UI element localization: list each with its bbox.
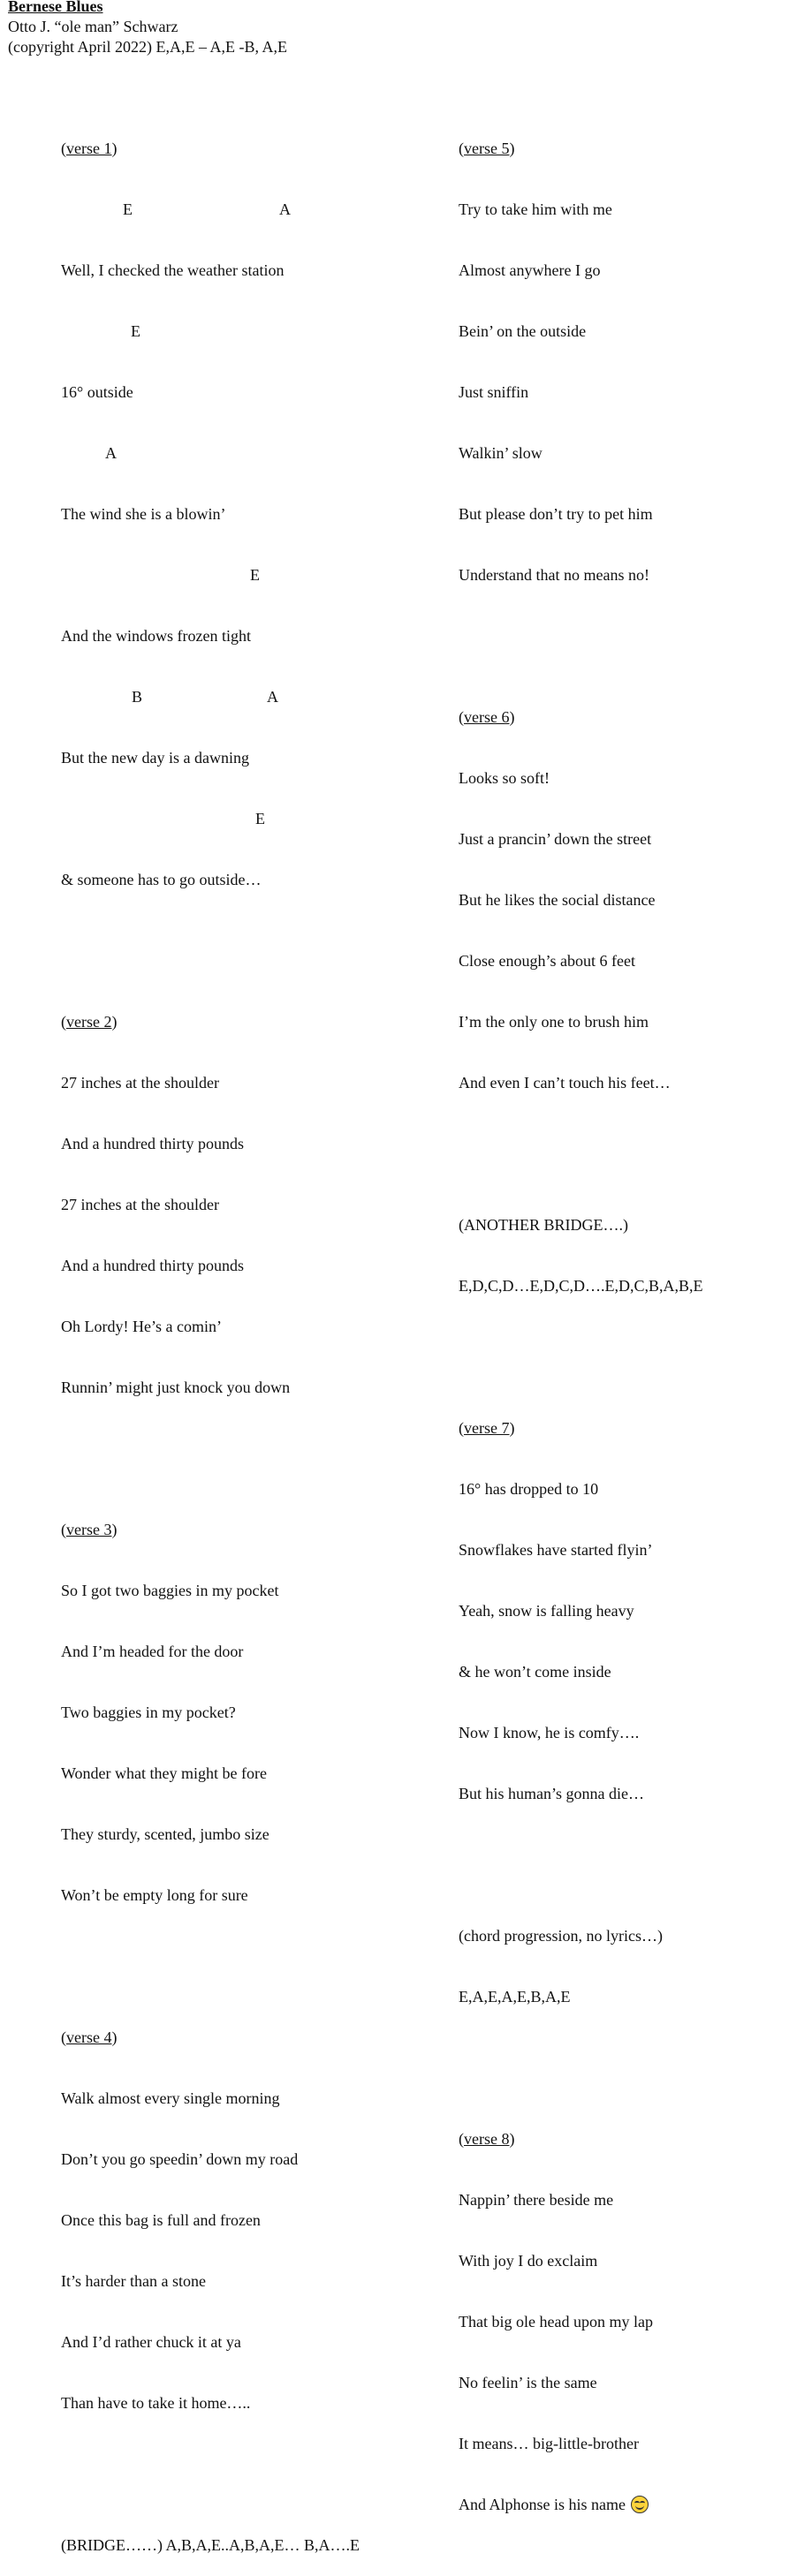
lyric-line: Runnin’ might just knock you down: [61, 1379, 291, 1396]
chord: E: [250, 566, 260, 584]
lyric-line: 27 inches at the shoulder: [61, 1196, 219, 1213]
lyric-line: Yeah, snow is falling heavy: [459, 1602, 634, 1620]
progression-label: (chord progression, no lyrics…): [459, 1927, 663, 1945]
right-column: [459, 98, 703, 2535]
lyric-line: Snowflakes have started flyin’: [459, 1541, 653, 1559]
lyric-line: Walkin’ slow: [459, 444, 543, 462]
chord: A: [105, 444, 117, 462]
lyric-line: & he won’t come inside: [459, 1663, 611, 1681]
lyric-line: But he likes the social distance: [459, 891, 656, 909]
chord: B: [132, 688, 143, 706]
chord-line: [61, 687, 360, 707]
lyric-line: It means… big-little-brother: [459, 2435, 639, 2452]
lyric-line: But the new day is a dawning: [61, 749, 249, 767]
left-column: [61, 98, 360, 2576]
lyric-line: Well, I checked the weather station: [61, 261, 285, 279]
lyric-line: No feelin’ is the same: [459, 2374, 597, 2391]
chord-line: [61, 565, 360, 585]
lyric-line: Two baggies in my pocket?: [61, 1703, 236, 1721]
lyric-line: Now I know, he is comfy….: [459, 1724, 640, 1741]
lyric-line: Oh Lordy! He’s a comin’: [61, 1318, 222, 1335]
chord: A: [279, 200, 291, 218]
lyric-line: And I’d rather chuck it at ya: [61, 2333, 241, 2351]
lyric-line: Close enough’s about 6 feet: [459, 952, 635, 970]
bridge-line: (BRIDGE……) A,B,A,E..A,B,A,E… B,A….E: [61, 2536, 360, 2554]
verse-5-label: (verse 5): [459, 140, 515, 157]
lyric-line: And the windows frozen tight: [61, 627, 251, 645]
another-bridge-label: (ANOTHER BRIDGE….): [459, 1216, 628, 1234]
lyric-line: But his human’s gonna die…: [459, 1785, 644, 1802]
verse-3-label: (verse 3): [61, 1521, 118, 1538]
verse-4-label: (verse 4): [61, 2028, 118, 2046]
progression-chords: E,A,E,A,E,B,A,E: [459, 1988, 571, 2006]
song-title: Bernese Blues: [8, 0, 103, 15]
lyric-line: The wind she is a blowin’: [61, 505, 226, 523]
lyric-line-last: And Alphonse is his name: [459, 2495, 703, 2515]
lyric-line: Nappin’ there beside me: [459, 2191, 614, 2209]
chord: E: [131, 322, 140, 340]
chord-line: [61, 809, 360, 829]
song-header: [8, 0, 287, 57]
chord: E: [255, 810, 265, 827]
verse-2-label: (verse 2): [61, 1013, 118, 1031]
lyric-line: And a hundred thirty pounds: [61, 1257, 244, 1274]
lyric-line: They sturdy, scented, jumbo size: [61, 1825, 269, 1843]
verse-8-label: (verse 8): [459, 2130, 515, 2148]
lyric-line: Once this bag is full and frozen: [61, 2211, 261, 2229]
chord-line: [61, 443, 360, 464]
lyric-line: Just sniffin: [459, 383, 529, 401]
smiling-face-icon: [631, 2496, 649, 2513]
lyric-line: And even I can’t touch his feet…: [459, 1074, 671, 1092]
lyric-line: & someone has to go outside…: [61, 871, 262, 888]
lyric-line: Understand that no means no!: [459, 566, 649, 584]
chord-line: [61, 200, 360, 220]
lyric-line: And a hundred thirty pounds: [61, 1135, 244, 1152]
verse-7-label: (verse 7): [459, 1419, 515, 1437]
lyric-line: 16° outside: [61, 383, 133, 401]
lyric-line: Don’t you go speedin’ down my road: [61, 2150, 299, 2168]
lyric-line: Just a prancin’ down the street: [459, 830, 652, 848]
lyric-line: With joy I do exclaim: [459, 2252, 598, 2270]
lyric-line: Almost anywhere I go: [459, 261, 601, 279]
verse-1-label: (verse 1): [61, 140, 118, 157]
lyric-line: 16° has dropped to 10: [459, 1480, 599, 1498]
lyric-line: Won’t be empty long for sure: [61, 1886, 248, 1904]
lyric-line: Walk almost every single morning: [61, 2089, 280, 2107]
lyric-line: Looks so soft!: [459, 769, 550, 787]
chord: E: [123, 200, 133, 218]
another-bridge-chords: E,D,C,D…E,D,C,D….E,D,C,B,A,B,E: [459, 1277, 703, 1295]
verse-6-label: (verse 6): [459, 708, 515, 726]
lyric-line: It’s harder than a stone: [61, 2272, 206, 2290]
lyric-line: Wonder what they might be fore: [61, 1764, 267, 1782]
lyric-line: And I’m headed for the door: [61, 1643, 244, 1660]
lyric-line: So I got two baggies in my pocket: [61, 1582, 279, 1599]
lyric-line: I’m the only one to brush him: [459, 1013, 649, 1031]
lyric-line: 27 inches at the shoulder: [61, 1074, 219, 1092]
lyric-line: That big ole head upon my lap: [459, 2313, 653, 2330]
song-copyright: (copyright April 2022) E,A,E – A,E -B, A,E: [8, 38, 287, 56]
lyric-line: Than have to take it home…..: [61, 2394, 251, 2412]
lyric-line: But please don’t try to pet him: [459, 505, 653, 523]
lyric-line: Try to take him with me: [459, 200, 612, 218]
lyric-line: Bein’ on the outside: [459, 322, 587, 340]
chord-line: [61, 321, 360, 342]
chord: A: [267, 688, 278, 706]
song-author: Otto J. “ole man” Schwarz: [8, 18, 178, 35]
